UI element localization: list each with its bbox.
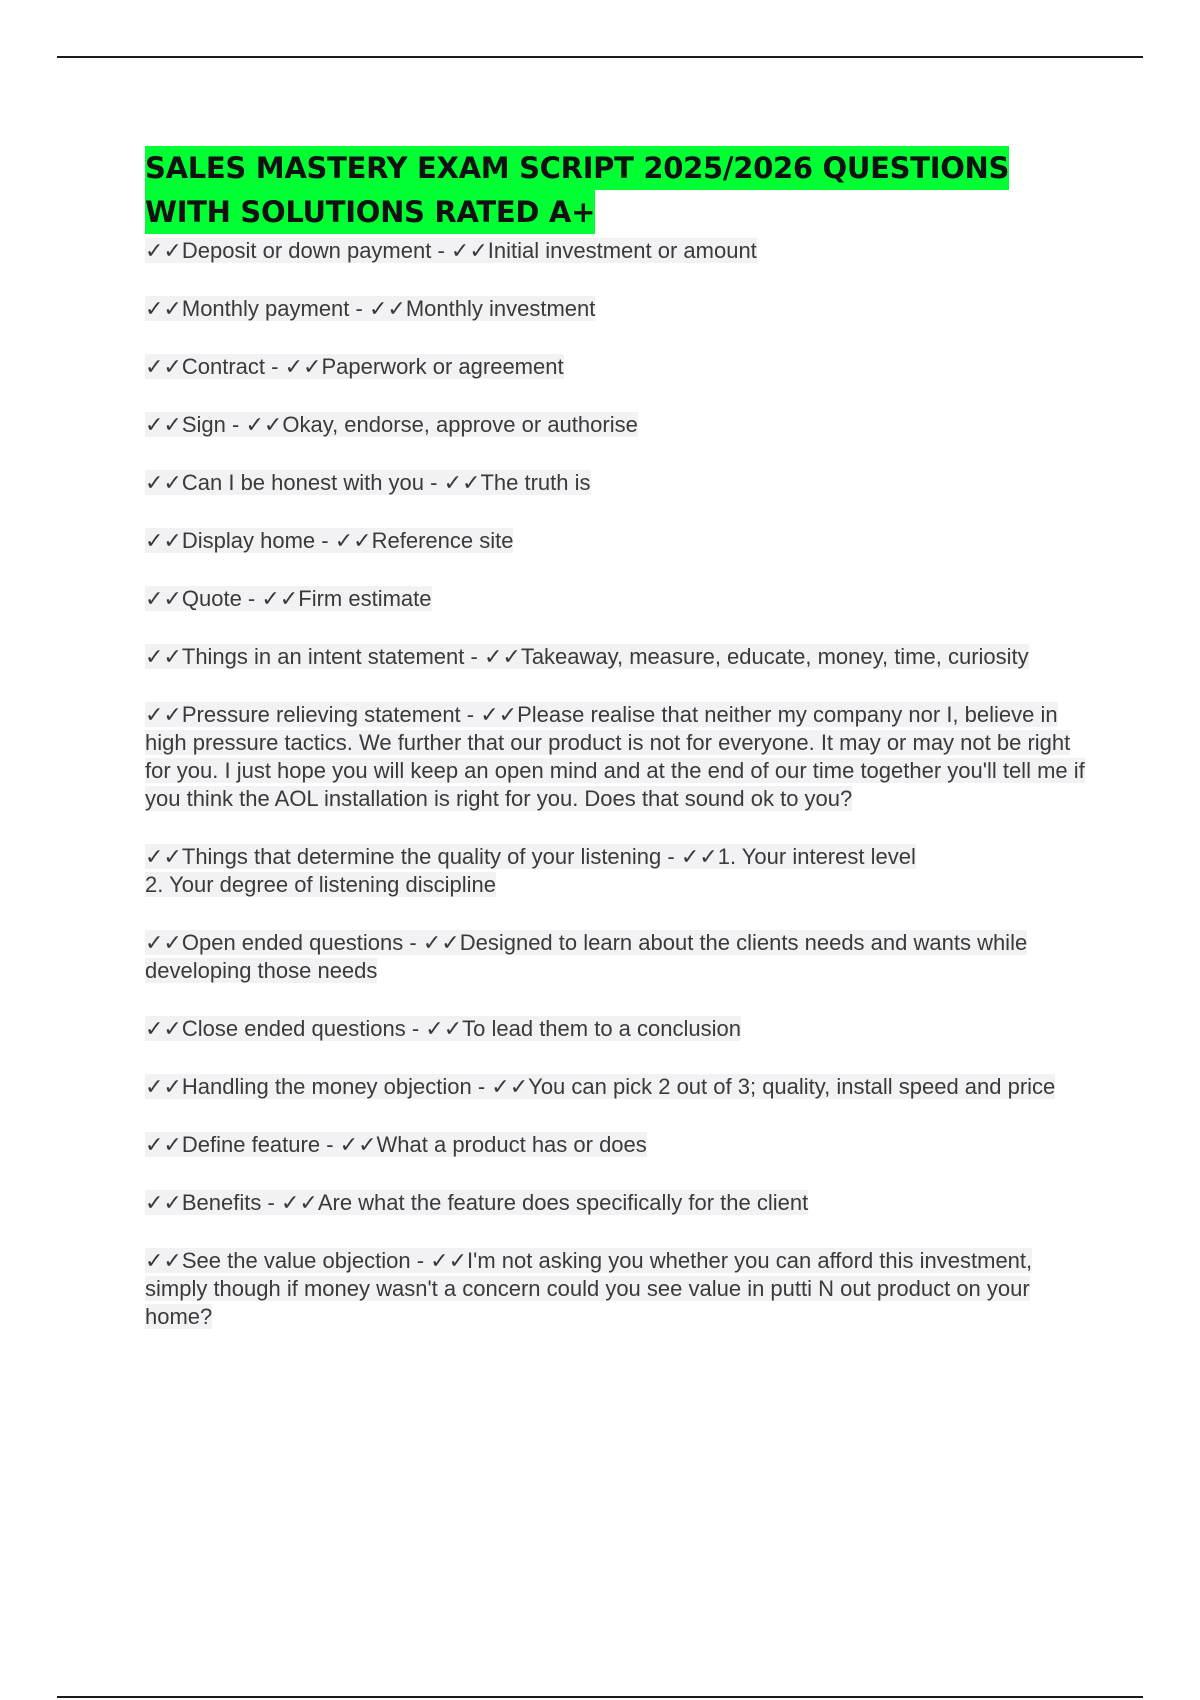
- qa-separator: -: [431, 238, 451, 263]
- check-marker: ✓✓: [480, 702, 518, 727]
- qa-term: Things in an intent statement: [181, 644, 465, 669]
- title-line: WITH SOLUTIONS RATED A+: [145, 190, 595, 234]
- check-marker: ✓✓: [280, 1190, 318, 1215]
- qa-answer: What a product has or does: [376, 1132, 647, 1157]
- qa-separator: -: [405, 1016, 426, 1041]
- check-marker: ✓✓: [368, 296, 406, 321]
- qa-answer: I'm not asking you whether you can afford this investment, simply though if money wasn't a concern could you see value in putti N out product on your home?: [145, 1248, 1033, 1329]
- qa-separator: -: [320, 1132, 340, 1157]
- qa-term: Pressure relieving statement: [181, 702, 461, 727]
- qa-answer: Initial investment or amount: [487, 238, 757, 263]
- qa-item: [145, 1247, 1095, 1331]
- bottom-rule: [57, 1696, 1143, 1698]
- check-marker: ✓✓: [145, 1074, 182, 1099]
- qa-separator: -: [241, 586, 262, 611]
- qa-term: Contract: [181, 354, 266, 379]
- qa-answer: Please realise that neither my company nor I, believe in high pressure tactics. We further that our product is not for everyone. It may or may not be right for you. I just hope you will keep an open mind and at the end of our time together you'll tell me if you think the AOL installation is right for you. Does that sound ok to you?: [145, 702, 1085, 811]
- qa-separator: -: [460, 702, 481, 727]
- check-marker: ✓✓: [422, 930, 460, 955]
- qa-item: [145, 643, 1095, 671]
- qa-term: Deposit or down payment: [181, 238, 432, 263]
- qa-answer: Firm estimate: [298, 586, 432, 611]
- check-marker: ✓✓: [284, 354, 322, 379]
- top-rule: [57, 56, 1143, 58]
- qa-answer: Reference site: [371, 528, 514, 553]
- check-marker: ✓✓: [261, 586, 299, 611]
- check-marker: ✓✓: [430, 1248, 468, 1273]
- check-marker: ✓✓: [680, 844, 718, 869]
- qa-answer: To lead them to a conclusion: [462, 1016, 741, 1041]
- qa-term: Quote: [181, 586, 242, 611]
- qa-answer: 1. Your interest level: [717, 844, 916, 869]
- qa-item: [145, 1015, 1095, 1043]
- check-marker: ✓✓: [145, 470, 182, 495]
- qa-separator: -: [471, 1074, 492, 1099]
- qa-separator: -: [403, 930, 423, 955]
- qa-separator: -: [349, 296, 369, 321]
- qa-term: Close ended questions: [181, 1016, 406, 1041]
- document-title: [145, 146, 1095, 234]
- check-marker: ✓✓: [145, 1132, 182, 1157]
- check-marker: ✓✓: [145, 586, 182, 611]
- check-marker: ✓✓: [145, 296, 182, 321]
- qa-separator: -: [315, 528, 335, 553]
- check-marker: ✓✓: [145, 644, 182, 669]
- qa-item: [145, 527, 1095, 555]
- check-marker: ✓✓: [145, 844, 182, 869]
- check-marker: ✓✓: [334, 528, 372, 553]
- qa-item: [145, 929, 1095, 985]
- qa-separator: -: [424, 470, 444, 495]
- check-marker: ✓✓: [339, 1132, 377, 1157]
- qa-separator: -: [661, 844, 681, 869]
- qa-separator: -: [225, 412, 246, 437]
- qa-item: [145, 585, 1095, 613]
- qa-term: Open ended questions: [181, 930, 404, 955]
- qa-answer: The truth is: [480, 470, 591, 495]
- check-marker: ✓✓: [145, 412, 182, 437]
- qa-term: Sign: [181, 412, 226, 437]
- qa-item: [145, 411, 1095, 439]
- check-marker: ✓✓: [145, 1190, 182, 1215]
- qa-answer: Okay, endorse, approve or authorise: [282, 412, 638, 437]
- check-marker: ✓✓: [145, 702, 182, 727]
- check-marker: ✓✓: [425, 1016, 463, 1041]
- qa-item: [145, 1073, 1095, 1101]
- check-marker: ✓✓: [145, 528, 182, 553]
- qa-term: Display home: [181, 528, 316, 553]
- check-marker: ✓✓: [245, 412, 283, 437]
- check-marker: ✓✓: [145, 1248, 182, 1273]
- check-marker: ✓✓: [145, 1016, 182, 1041]
- qa-term: Things that determine the quality of your listening: [181, 844, 662, 869]
- document-body: [145, 146, 1095, 1361]
- qa-item: [145, 353, 1095, 381]
- qa-item: [145, 701, 1095, 813]
- check-marker: ✓✓: [491, 1074, 529, 1099]
- qa-answer: Designed to learn about the clients needs and wants while developing those needs: [145, 930, 1028, 983]
- qa-answer: Paperwork or agreement: [321, 354, 564, 379]
- check-marker: ✓✓: [483, 644, 521, 669]
- qa-answer: Takeaway, measure, educate, money, time, curiosity: [520, 644, 1029, 669]
- qa-term: Can I be honest with you: [181, 470, 425, 495]
- qa-item: [145, 469, 1095, 497]
- qa-separator: -: [265, 354, 285, 379]
- check-marker: ✓✓: [145, 930, 182, 955]
- title-line: SALES MASTERY EXAM SCRIPT 2025/2026 QUESTIONS: [145, 146, 1009, 190]
- qa-term: Monthly payment: [181, 296, 350, 321]
- check-marker: ✓✓: [443, 470, 481, 495]
- check-marker: ✓✓: [450, 238, 488, 263]
- qa-item: [145, 1131, 1095, 1159]
- qa-term: Benefits: [181, 1190, 262, 1215]
- qa-answer: Monthly investment: [405, 296, 596, 321]
- check-marker: ✓✓: [145, 354, 182, 379]
- qa-item: [145, 237, 1095, 265]
- qa-separator: -: [410, 1248, 431, 1273]
- qa-term: Define feature: [181, 1132, 321, 1157]
- qa-term: Handling the money objection: [181, 1074, 472, 1099]
- qa-answer-continued: 2. Your degree of listening discipline: [145, 872, 497, 897]
- qa-separator: -: [261, 1190, 281, 1215]
- qa-term: See the value objection: [181, 1248, 411, 1273]
- qa-item: [145, 1189, 1095, 1217]
- check-marker: ✓✓: [145, 238, 182, 263]
- qa-answer: You can pick 2 out of 3; quality, install speed and price: [528, 1074, 1056, 1099]
- qa-item: [145, 295, 1095, 323]
- qa-item: [145, 843, 1095, 899]
- qa-separator: -: [464, 644, 484, 669]
- qa-answer: Are what the feature does specifically for the client: [317, 1190, 809, 1215]
